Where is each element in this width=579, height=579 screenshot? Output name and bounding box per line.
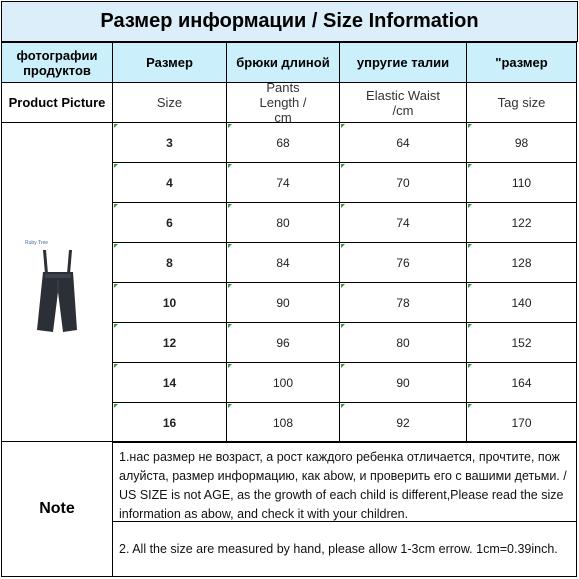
cell-value: 90 bbox=[396, 375, 410, 390]
corner-marker bbox=[114, 164, 118, 168]
table-cell-waist bbox=[339, 162, 467, 203]
table-cell-size bbox=[112, 402, 227, 443]
corner-marker bbox=[114, 124, 118, 128]
cell-value: 10 bbox=[162, 295, 177, 310]
cell-value: 12 bbox=[162, 335, 177, 350]
table-cell-tag bbox=[466, 242, 577, 283]
corner-marker bbox=[228, 364, 232, 368]
cell-value: 3 bbox=[166, 135, 173, 150]
corner-marker bbox=[114, 364, 118, 368]
note-label: Note bbox=[1, 441, 113, 577]
table-cell-waist bbox=[339, 322, 467, 363]
corner-marker bbox=[228, 244, 232, 248]
table-cell-length bbox=[226, 402, 340, 443]
cell-value: 90 bbox=[276, 295, 290, 310]
table-cell-tag bbox=[466, 362, 577, 403]
corner-marker bbox=[114, 404, 118, 408]
header-en-size: Size bbox=[112, 82, 227, 123]
corner-marker bbox=[468, 284, 472, 288]
header-ru-size: Размер bbox=[112, 42, 227, 83]
cell-value: 164 bbox=[511, 375, 532, 390]
corner-marker bbox=[468, 124, 472, 128]
header-ru-tag: "размер bbox=[466, 42, 577, 83]
cell-value: 14 bbox=[162, 375, 177, 390]
table-cell-tag bbox=[466, 202, 577, 243]
cell-value: 80 bbox=[276, 215, 290, 230]
corner-marker bbox=[341, 324, 345, 328]
table-cell-size bbox=[112, 282, 227, 323]
cell-value: 128 bbox=[511, 255, 532, 270]
table-cell-waist bbox=[339, 362, 467, 403]
cell-value: 140 bbox=[511, 295, 532, 310]
corner-marker bbox=[228, 404, 232, 408]
corner-marker bbox=[114, 324, 118, 328]
table-cell-length bbox=[226, 362, 340, 403]
header-en-length: Pants Length / cm bbox=[226, 82, 340, 123]
corner-marker bbox=[114, 244, 118, 248]
cell-value: 76 bbox=[396, 255, 410, 270]
cell-value: 110 bbox=[511, 175, 532, 190]
cell-value: 152 bbox=[511, 335, 532, 350]
cell-value: 64 bbox=[396, 135, 410, 150]
cell-value: 68 bbox=[276, 135, 290, 150]
table-cell-length bbox=[226, 202, 340, 243]
corner-marker bbox=[341, 404, 345, 408]
corner-marker bbox=[468, 404, 472, 408]
cell-value: 96 bbox=[276, 335, 290, 350]
corner-marker bbox=[341, 364, 345, 368]
cell-value: 78 bbox=[396, 295, 410, 310]
table-cell-length bbox=[226, 162, 340, 203]
table-cell-waist bbox=[339, 242, 467, 283]
table-cell-size bbox=[112, 162, 227, 203]
size-chart bbox=[1, 1, 577, 577]
table-cell-tag bbox=[466, 122, 577, 163]
product-photo-cell bbox=[1, 122, 113, 442]
header-ru-photo: фотографии продуктов bbox=[1, 42, 113, 83]
cell-value: 16 bbox=[162, 415, 177, 430]
svg-text:Ruby Tree: Ruby Tree bbox=[25, 240, 49, 246]
cell-value: 84 bbox=[276, 255, 290, 270]
header-en-photo: Product Picture bbox=[1, 82, 113, 123]
cell-value: 98 bbox=[514, 135, 529, 150]
table-cell-length bbox=[226, 322, 340, 363]
header-en-tag: Tag size bbox=[466, 82, 577, 123]
header-ru-waist: упругие талии bbox=[339, 42, 467, 83]
corner-marker bbox=[468, 164, 472, 168]
note-text-2: 2. All the size are measured by hand, please allow 1-3cm errow. 1cm=0.39inch. bbox=[112, 521, 577, 577]
corner-marker bbox=[228, 324, 232, 328]
corner-marker bbox=[468, 324, 472, 328]
table-cell-length bbox=[226, 122, 340, 163]
corner-marker bbox=[468, 204, 472, 208]
table-cell-tag bbox=[466, 402, 577, 443]
table-cell-size bbox=[112, 202, 227, 243]
table-cell-waist bbox=[339, 282, 467, 323]
table-cell-size bbox=[112, 322, 227, 363]
corner-marker bbox=[114, 204, 118, 208]
cell-value: 108 bbox=[272, 415, 294, 430]
product-photo bbox=[7, 222, 107, 342]
corner-marker bbox=[341, 244, 345, 248]
corner-marker bbox=[468, 364, 472, 368]
table-cell-waist bbox=[339, 122, 467, 163]
corner-marker bbox=[228, 204, 232, 208]
table-cell-length bbox=[226, 282, 340, 323]
header-en-waist: Elastic Waist /cm bbox=[339, 82, 467, 123]
table-cell-waist bbox=[339, 202, 467, 243]
table-cell-waist bbox=[339, 402, 467, 443]
note-text-1: 1.нас размер не возраст, а рост каждого ребенка отличается, прочтите, пож алуйста, размер информацию, как abow, и проверить его с вашими детьми. / US SIZE is not AGE, as the growth of each child is different,Please read the size information as abow, and check it with your children. bbox=[112, 441, 577, 522]
cell-value: 8 bbox=[166, 255, 173, 270]
cell-value: 170 bbox=[511, 415, 532, 430]
corner-marker bbox=[228, 124, 232, 128]
cell-value: 100 bbox=[272, 375, 294, 390]
table-cell-tag bbox=[466, 282, 577, 323]
cell-value: 92 bbox=[396, 415, 410, 430]
corner-marker bbox=[228, 284, 232, 288]
cell-value: 4 bbox=[166, 175, 173, 190]
corner-marker bbox=[341, 164, 345, 168]
table-cell-tag bbox=[466, 162, 577, 203]
table-cell-size bbox=[112, 242, 227, 283]
cell-value: 74 bbox=[276, 175, 290, 190]
table-cell-length bbox=[226, 242, 340, 283]
corner-marker bbox=[468, 244, 472, 248]
table-cell-size bbox=[112, 362, 227, 403]
table-cell-size bbox=[112, 122, 227, 163]
header-ru-length: брюки длиной bbox=[226, 42, 340, 83]
corner-marker bbox=[341, 284, 345, 288]
corner-marker bbox=[228, 164, 232, 168]
table-cell-tag bbox=[466, 322, 577, 363]
corner-marker bbox=[341, 204, 345, 208]
cell-value: 122 bbox=[511, 215, 532, 230]
cell-value: 80 bbox=[396, 335, 410, 350]
corner-marker bbox=[114, 284, 118, 288]
cell-value: 70 bbox=[396, 175, 410, 190]
page-title: Размер информации / Size Information bbox=[1, 1, 578, 42]
cell-value: 6 bbox=[166, 215, 173, 230]
cell-value: 74 bbox=[396, 215, 410, 230]
corner-marker bbox=[341, 124, 345, 128]
